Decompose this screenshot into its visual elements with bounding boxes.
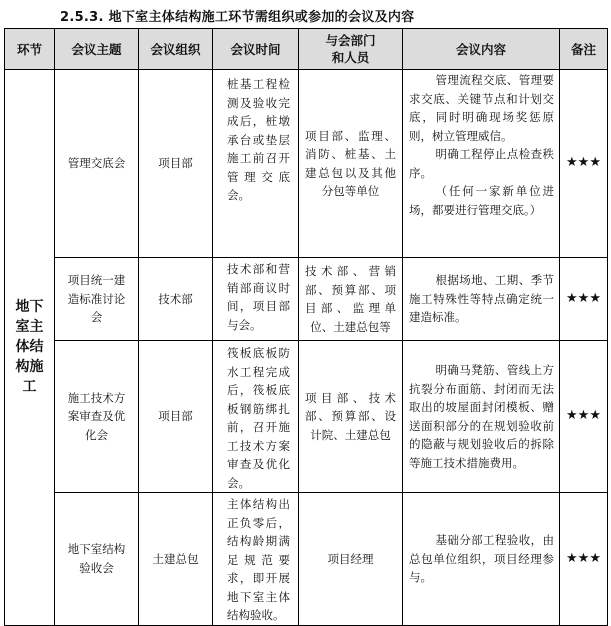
section-heading: 2.5.3. 地下室主体结构施工环节需组织或参加的会议及内容 — [60, 10, 415, 25]
header-content: 会议内容 — [403, 29, 560, 70]
table-row — [5, 341, 608, 493]
time-cell: 主体结构出正负零后，结构龄期满足规范要求，即开展地下室主体结构验收。 — [213, 493, 299, 626]
content-paragraph: 明确马凳筋、管线上方抗裂分布面筋、封闭而无法取出的坡屋面封闭模板、赠送面积部分的在规划验收前的隐蔽与规划验收后的拆除等施工技术措施费用。 — [409, 363, 554, 470]
table-row — [5, 258, 608, 341]
stage-cell: 地下室主体结构施工 — [5, 70, 55, 626]
topic-cell: 地下室结构验收会 — [55, 493, 139, 626]
time-cell: 技术部和营销部商议时间，项目部与会。 — [213, 258, 299, 341]
org-cell: 项目部 — [139, 341, 213, 493]
dept-cell: 项目部、技术部、预算部、设计院、土建总包 — [299, 341, 403, 493]
header-dept-line1: 与会部门 — [325, 33, 376, 48]
content-paragraph: 基础分部工程验收，由总包单位组织，项目经理参与。 — [409, 533, 554, 584]
header-stage: 环节 — [5, 29, 55, 70]
header-dept — [299, 29, 403, 70]
header-topic: 会议主题 — [55, 29, 139, 70]
content-cell — [403, 341, 560, 493]
importance-stars: ★★★ — [560, 493, 608, 626]
importance-stars: ★★★ — [560, 70, 608, 258]
header-org: 会议组织 — [139, 29, 213, 70]
topic-cell: 项目统一建造标准讨论会 — [55, 258, 139, 341]
importance-stars: ★★★ — [560, 341, 608, 493]
header-row — [5, 29, 608, 70]
content-paragraph: （任何一家新单位进场，都要进行管理交底。） — [409, 184, 554, 217]
topic-cell: 施工技术方案审查及优化会 — [55, 341, 139, 493]
content-paragraph: 明确工程停止点检查秩序。 — [409, 147, 554, 180]
dept-cell: 项目经理 — [299, 493, 403, 626]
header-dept-line2: 和人员 — [331, 50, 370, 65]
content-cell — [403, 258, 560, 341]
header-note: 备注 — [560, 29, 608, 70]
dept-cell: 项目部、监理、消防、桩基、土建总包以及其他分包等单位 — [299, 70, 403, 258]
table-row — [5, 493, 608, 626]
importance-stars: ★★★ — [560, 258, 608, 341]
org-cell: 项目部 — [139, 70, 213, 258]
dept-cell: 技术部、营销部、预算部、项目部、监理单位、土建总包等 — [299, 258, 403, 341]
content-paragraph: 根据场地、工期、季节施工特殊性等特点确定统一建造标准。 — [409, 273, 554, 325]
table-row — [5, 70, 608, 258]
content-cell — [403, 493, 560, 626]
meeting-table — [4, 28, 608, 626]
content-paragraph: 管理流程交底、管理要求交底、关键节点和计划交底，同时明确现场奖惩原则，树立管理威信。 — [409, 73, 554, 143]
org-cell: 技术部 — [139, 258, 213, 341]
org-cell: 土建总包 — [139, 493, 213, 626]
header-time: 会议时间 — [213, 29, 299, 70]
topic-cell: 管理交底会 — [55, 70, 139, 258]
time-cell: 筏板底板防水工程完成后，筏板底板钢筋绑扎前，召开施工技术方案审查及优化会。 — [213, 341, 299, 493]
content-cell — [403, 70, 560, 258]
time-cell: 桩基工程检测及验收完成后，桩墩承台或垫层施工前召开管理交底会。 — [213, 70, 299, 258]
